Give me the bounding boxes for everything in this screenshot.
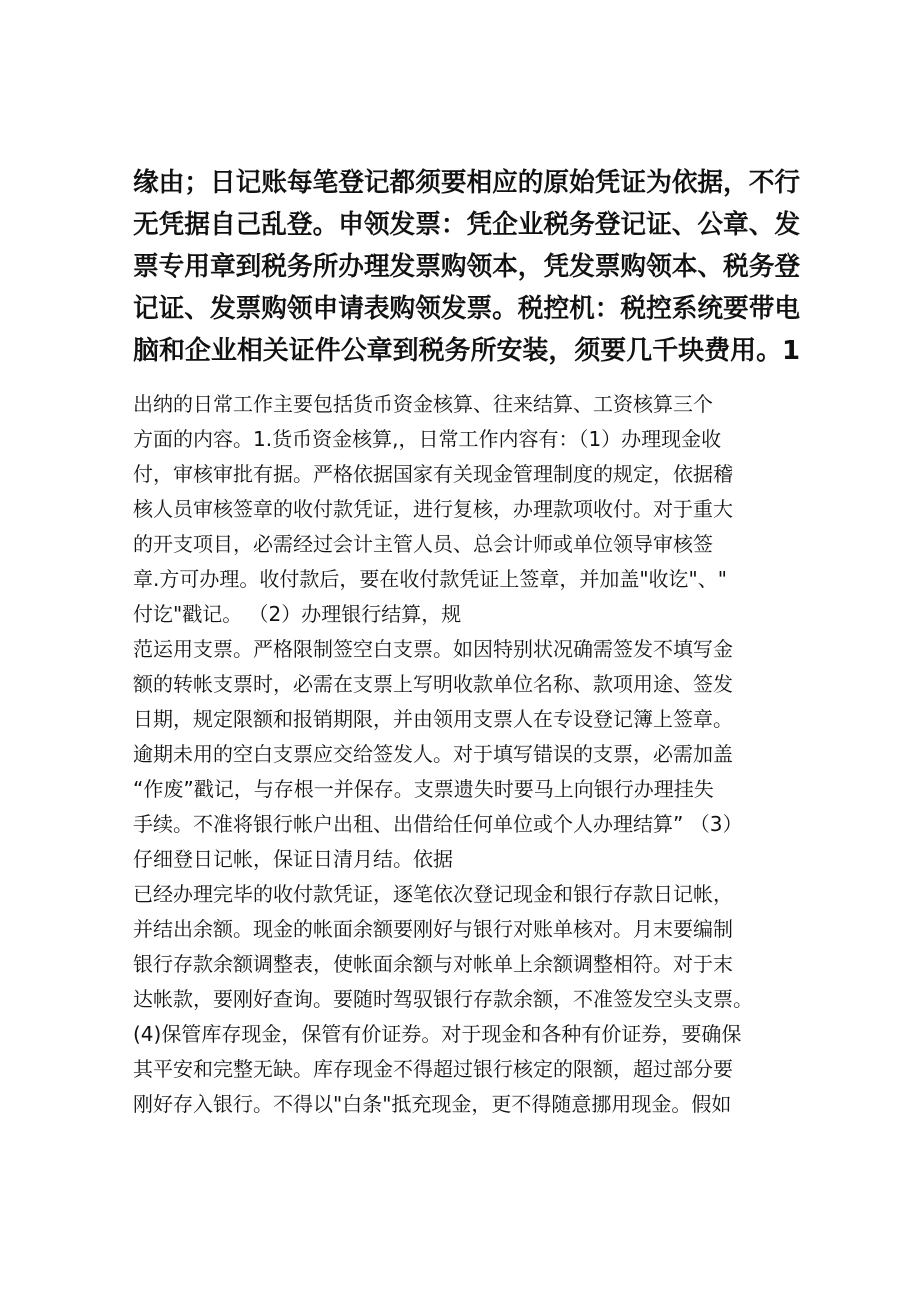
- paragraph2-line-20: 其平安和完整无缺。库存现金不得超过银行核定的限额，超过部分要: [133, 1057, 733, 1081]
- paragraph2-line-2: 方面的内容。1.货币资金核算,，日常工作内容有：（1）办理现金收: [133, 427, 722, 451]
- paragraph2-line-17: 银行存款余额调整表，使帐面余额与对帐单上余额调整相符。对于末: [133, 952, 733, 976]
- paragraph2-line-10: 日期，规定限额和报销期限，并由领用支票人在专设登记簿上签章。: [133, 707, 733, 731]
- paragraph2-line-5: 的开支项目，必需经过会计主管人员、总会计师或单位领导审核签: [133, 532, 713, 556]
- paragraph2-line-6: 章.方可办理。收付款后，要在收付款凭证上签章，并加盖"收讫"、": [133, 567, 727, 591]
- paragraph2-line-16: 并结出余额。现金的帐面余额要刚好与银行对账单核对。月末要编制: [133, 917, 733, 941]
- paragraph2-line-12: “作废”戳记，与存根一并保存。支票遗失时要马上向银行办理挂失: [133, 777, 714, 801]
- paragraph2-line-8: 范运用支票。严格限制签空白支票。如因特别状况确需签发不填写金: [133, 637, 733, 661]
- paragraph2-line-11: 逾期未用的空白支票应交给签发人。对于填写错误的支票，必需加盖: [133, 742, 733, 766]
- paragraph2-line-19: (4)保管库存现金，保管有价证券。对于现金和各种有价证券，要确保: [133, 1022, 742, 1046]
- paragraph2-line-3: 付，审核审批有据。严格依据国家有关现金管理制度的规定，依据稽: [133, 462, 733, 486]
- paragraph1-line-4: 记证、发票购领申请表购领发票。税控机：税控系统要带电: [133, 294, 801, 324]
- paragraph2-line-18: 达帐款，要刚好查询。要随时驾驭银行存款余额，不准签发空头支票。: [133, 987, 753, 1011]
- paragraph2-line-9: 额的转帐支票时，必需在支票上写明收款单位名称、款项用途、签发: [133, 672, 733, 696]
- paragraph1-line-2: 无凭据自己乱登。申领发票：凭企业税务登记证、公章、发: [133, 210, 801, 240]
- paragraph2-line-4: 核人员审核签章的收付款凭证，进行复核，办理款项收付。对于重大: [133, 497, 733, 521]
- paragraph2-line-21: 刚好存入银行。不得以"白条"抵充现金，更不得随意挪用现金。假如: [133, 1092, 732, 1116]
- paragraph1-line-3: 票专用章到税务所办理发票购领本，凭发票购领本、税务登: [133, 252, 801, 282]
- paragraph2-line-14: 仔细登日记帐，保证日清月结。依据: [133, 847, 453, 871]
- paragraph2-line-1: 出纳的日常工作主要包括货币资金核算、往来结算、工资核算三个: [133, 392, 713, 416]
- paragraph2-line-15: 已经办理完毕的收付款凭证，逐笔依次登记现金和银行存款日记帐，: [133, 882, 733, 906]
- paragraph2-line-13: 手续。不准将银行帐户出租、出借给任何单位或个人办理结算” （3）: [133, 812, 743, 836]
- paragraph1-line-1: 缘由；日记账每笔登记都须要相应的原始凭证为依据，不行: [133, 168, 801, 198]
- paragraph1-line-5: 脑和企业相关证件公章到税务所安装，须要几千块费用。1: [133, 336, 801, 366]
- paragraph2-line-7: 付讫"戳记。 （2）办理银行结算，规: [133, 602, 462, 626]
